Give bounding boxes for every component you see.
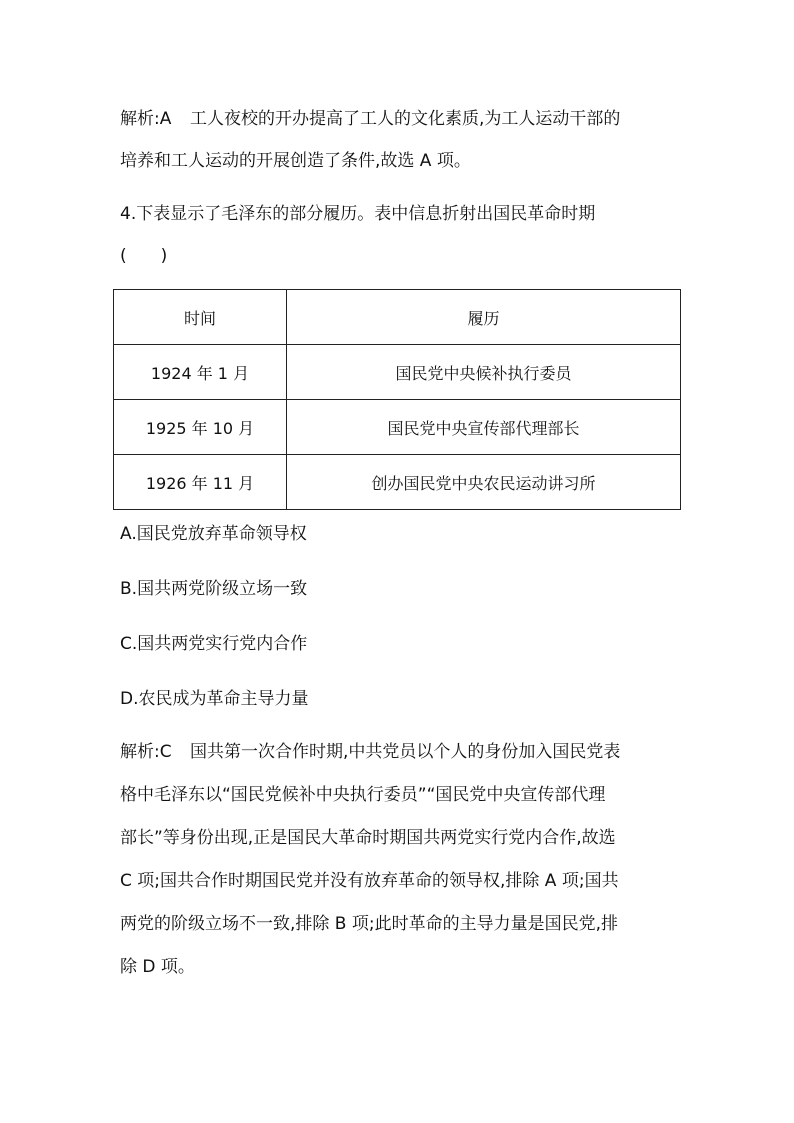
table-cell-time: 1924 年 1 月 — [114, 345, 287, 400]
answer4-line4: C 项;国共合作时期国民党并没有放弃革命的领导权,排除 A 项;国共 — [120, 871, 619, 891]
option-d: D.农民成为革命主导力量 — [120, 689, 309, 709]
question4-blank: ( ) — [120, 246, 168, 266]
table-header-row — [114, 290, 681, 345]
table-header-time: 时间 — [114, 290, 287, 345]
answer4-line1 — [120, 741, 620, 763]
table-row — [114, 345, 681, 400]
answer4-line6: 除 D 项。 — [120, 957, 195, 977]
answer4-line2: 格中毛泽东以“国民党候补中央执行委员”“国民党中央宣传部代理 — [120, 785, 606, 805]
table-cell-resume: 创办国民党中央农民运动讲习所 — [287, 455, 681, 510]
answer4-line3: 部长”等身份出现,正是国民大革命时期国共两党实行党内合作,故选 — [120, 828, 616, 848]
option-a: A.国民党放弃革命领导权 — [120, 524, 307, 544]
table-cell-resume: 国民党中央宣传部代理部长 — [287, 400, 681, 455]
answer3-line2: 培养和工人运动的开展创造了条件,故选 A 项。 — [120, 151, 471, 171]
answer3-tag: 解析:A — [120, 109, 172, 129]
option-c: C.国共两党实行党内合作 — [120, 634, 308, 654]
table-cell-time: 1926 年 11 月 — [114, 455, 287, 510]
table-row — [114, 400, 681, 455]
table-row — [114, 455, 681, 510]
option-b: B.国共两党阶级立场一致 — [120, 579, 308, 599]
answer4-line5: 两党的阶级立场不一致,排除 B 项;此时革命的主导力量是国民党,排 — [120, 914, 619, 934]
resume-table — [113, 289, 681, 510]
answer4-tag: 解析:C — [120, 742, 172, 762]
answer3-line1 — [120, 108, 620, 130]
table-cell-resume: 国民党中央候补执行委员 — [287, 345, 681, 400]
table-header-resume: 履历 — [287, 290, 681, 345]
answer4-text-line1: 国共第一次合作时期,中共党员以个人的身份加入国民党表 — [190, 742, 621, 762]
question4-stem: 4.下表显示了毛泽东的部分履历。表中信息折射出国民革命时期 — [120, 204, 596, 224]
answer3-text-line1: 工人夜校的开办提高了工人的文化素质,为工人运动干部的 — [190, 109, 621, 129]
table-cell-time: 1925 年 10 月 — [114, 400, 287, 455]
